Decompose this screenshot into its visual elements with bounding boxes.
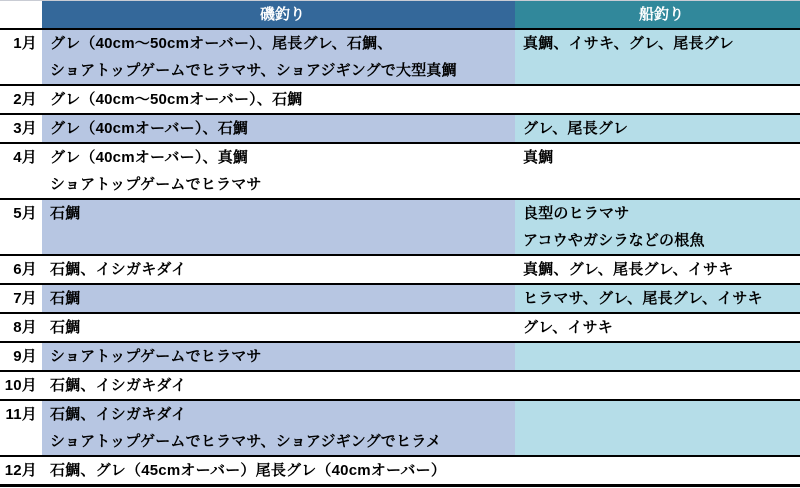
iso-cell-text bbox=[50, 227, 515, 254]
month-cell bbox=[0, 144, 42, 198]
iso-cell-text: 石鯛、イシガキダイ bbox=[50, 261, 187, 278]
table-row bbox=[0, 341, 800, 370]
boat-cell bbox=[515, 200, 800, 254]
boat-cell bbox=[515, 30, 800, 84]
iso-cell-text: 石鯛 bbox=[50, 290, 81, 307]
boat-cell-text: グレ、イサキ bbox=[523, 319, 614, 336]
month-header bbox=[0, 1, 42, 28]
iso-cell bbox=[42, 343, 515, 370]
boat-cell-text bbox=[523, 86, 800, 113]
boat-cell-text bbox=[523, 457, 800, 484]
iso-cell bbox=[42, 314, 515, 341]
boat-cell-text bbox=[523, 57, 800, 84]
iso-cell-text: グレ（40cmオーバー）、石鯛 bbox=[50, 120, 249, 137]
month-cell-text bbox=[0, 428, 37, 455]
boat-cell-text: 真鯛、イサキ、グレ、尾長グレ bbox=[523, 35, 735, 52]
month-cell bbox=[0, 86, 42, 113]
table-row bbox=[0, 312, 800, 341]
iso-cell bbox=[42, 256, 515, 283]
month-cell-text: 11月 bbox=[5, 406, 37, 423]
month-cell-text: 6月 bbox=[13, 261, 37, 278]
month-cell bbox=[0, 200, 42, 254]
iso-cell-text: グレ（40cmオーバー）、真鯛 bbox=[50, 149, 249, 166]
iso-cell bbox=[42, 285, 515, 312]
boat-cell-text bbox=[523, 401, 800, 428]
iso-fishing-header: 磯釣り bbox=[42, 1, 515, 28]
month-cell-text: 2月 bbox=[13, 91, 37, 108]
boat-cell bbox=[515, 401, 800, 455]
table-row bbox=[0, 142, 800, 198]
iso-cell-text: 石鯛 bbox=[50, 205, 81, 222]
table-body bbox=[0, 28, 800, 484]
iso-cell-text: ショアトップゲームでヒラマサ、ショアジギングでヒラメ bbox=[50, 433, 442, 450]
boat-cell-text: 真鯛 bbox=[523, 149, 554, 166]
table-header-row bbox=[0, 0, 800, 28]
month-cell-text: 3月 bbox=[13, 120, 37, 137]
boat-cell bbox=[515, 457, 800, 484]
iso-cell-text: 石鯛 bbox=[50, 319, 81, 336]
iso-cell-text: 石鯛、グレ（45cmオーバー）尾長グレ（40cmオーバー） bbox=[50, 462, 447, 479]
month-cell-text bbox=[0, 171, 37, 198]
table-row bbox=[0, 283, 800, 312]
boat-fishing-header: 船釣り bbox=[515, 1, 800, 28]
boat-cell-text bbox=[523, 171, 800, 198]
boat-cell-text: グレ、尾長グレ bbox=[523, 120, 629, 137]
month-cell bbox=[0, 115, 42, 142]
month-cell-text bbox=[0, 227, 37, 254]
boat-cell bbox=[515, 343, 800, 370]
iso-cell bbox=[42, 200, 515, 254]
iso-cell bbox=[42, 457, 515, 484]
iso-cell bbox=[42, 86, 515, 113]
table-row bbox=[0, 84, 800, 113]
month-cell-text: 7月 bbox=[13, 290, 37, 307]
boat-cell bbox=[515, 115, 800, 142]
month-cell bbox=[0, 285, 42, 312]
iso-cell-text: ショアトップゲームでヒラマサ bbox=[50, 176, 262, 193]
iso-cell bbox=[42, 144, 515, 198]
table-row bbox=[0, 198, 800, 254]
boat-cell-text bbox=[523, 428, 800, 455]
boat-cell bbox=[515, 285, 800, 312]
iso-cell-text: グレ（40cm～50cmオーバー）、石鯛 bbox=[50, 91, 303, 108]
boat-cell bbox=[515, 314, 800, 341]
month-cell-text: 1月 bbox=[13, 35, 37, 52]
month-cell-text: 4月 bbox=[13, 149, 37, 166]
iso-cell bbox=[42, 115, 515, 142]
boat-cell-text bbox=[523, 372, 800, 399]
month-cell-text: 9月 bbox=[13, 348, 37, 365]
month-cell-text bbox=[0, 57, 37, 84]
iso-cell-text: ショアトップゲームでヒラマサ、ショアジギングで大型真鯛 bbox=[50, 62, 457, 79]
iso-cell bbox=[42, 401, 515, 455]
month-cell bbox=[0, 343, 42, 370]
month-cell bbox=[0, 372, 42, 399]
month-cell bbox=[0, 30, 42, 84]
table-row bbox=[0, 455, 800, 484]
boat-cell bbox=[515, 256, 800, 283]
iso-cell-text: 石鯛、イシガキダイ bbox=[50, 406, 187, 423]
table-row bbox=[0, 113, 800, 142]
month-cell bbox=[0, 401, 42, 455]
boat-cell-text: 良型のヒラマサ bbox=[523, 205, 630, 222]
month-cell-text: 5月 bbox=[13, 205, 37, 222]
month-cell bbox=[0, 256, 42, 283]
month-cell bbox=[0, 314, 42, 341]
month-cell-text: 10月 bbox=[4, 377, 37, 394]
boat-cell bbox=[515, 86, 800, 113]
boat-cell-text: ヒラマサ、グレ、尾長グレ、イサキ bbox=[523, 290, 763, 307]
boat-cell-text bbox=[523, 343, 800, 370]
iso-cell bbox=[42, 372, 515, 399]
iso-cell bbox=[42, 30, 515, 84]
month-cell bbox=[0, 457, 42, 484]
table-row bbox=[0, 370, 800, 399]
table-row bbox=[0, 28, 800, 84]
table-row bbox=[0, 254, 800, 283]
iso-cell-text: グレ（40cm～50cmオーバー）、尾長グレ、石鯛、 bbox=[50, 35, 393, 52]
boat-cell bbox=[515, 144, 800, 198]
table-row bbox=[0, 399, 800, 455]
iso-cell-text: 石鯛、イシガキダイ bbox=[50, 377, 187, 394]
boat-cell-text: アコウやガシラなどの根魚 bbox=[523, 232, 705, 249]
iso-cell-text: ショアトップゲームでヒラマサ bbox=[50, 348, 262, 365]
month-cell-text: 8月 bbox=[13, 319, 37, 336]
boat-cell bbox=[515, 372, 800, 399]
boat-cell-text: 真鯛、グレ、尾長グレ、イサキ bbox=[523, 261, 734, 278]
month-cell-text: 12月 bbox=[4, 462, 37, 479]
